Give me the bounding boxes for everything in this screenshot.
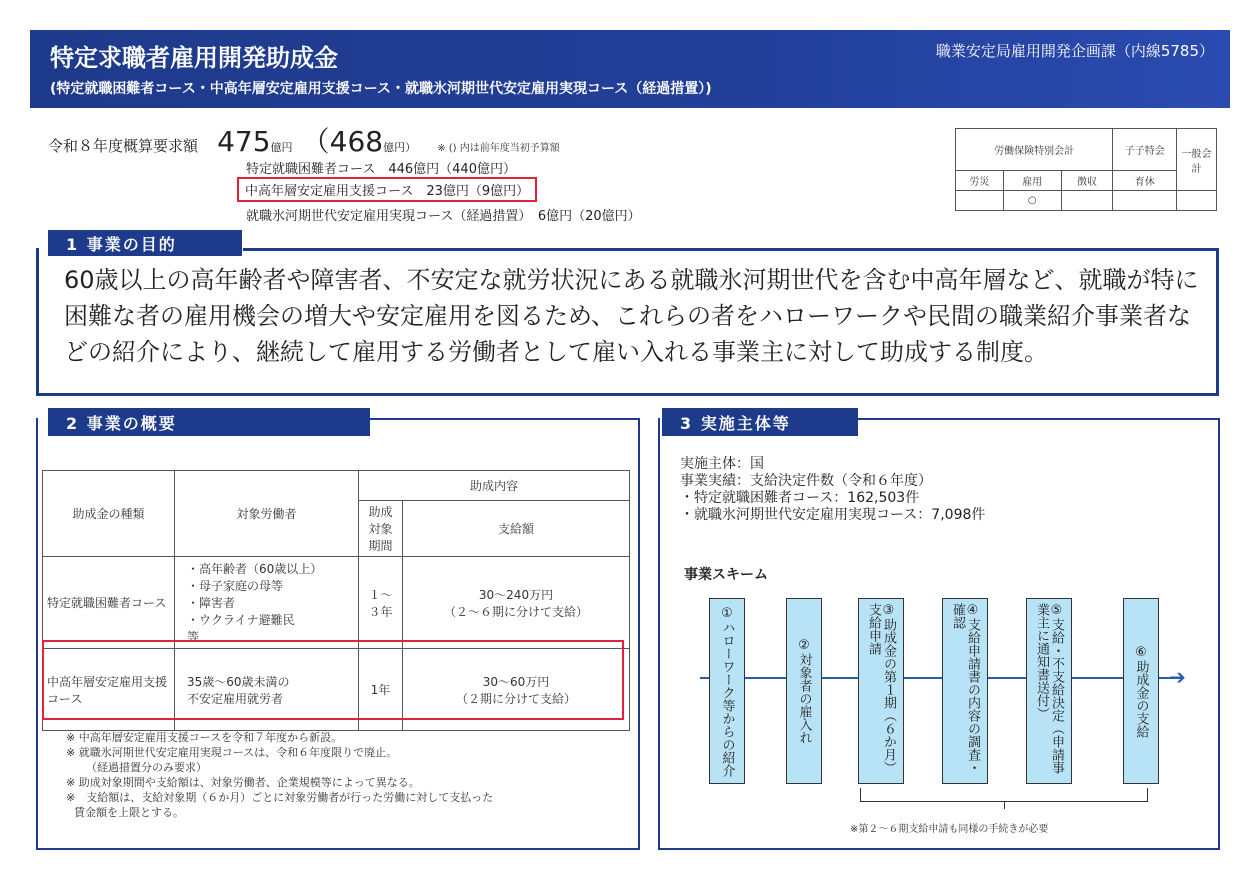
section3-border-top bbox=[858, 418, 1220, 420]
note-2: ※ 就職氷河期世代安定雇用実現コースは、令和６年度限りで廃止。 bbox=[66, 746, 398, 759]
acct-cell-empty bbox=[956, 191, 1004, 211]
budget-note: ※ () 内は前年度当初予算額 bbox=[437, 143, 560, 154]
budget-summary bbox=[48, 120, 560, 160]
section2-border-top bbox=[370, 418, 640, 420]
row1-target: ・高年齢者（60歳以上） ・母子家庭の母等 ・障害者 ・ウクライナ避難民 等 bbox=[175, 557, 359, 649]
course-budget-2: 中高年層安定雇用支援コース 23億円（9億円） bbox=[237, 177, 537, 202]
section1-tab: 1 事業の目的 bbox=[48, 230, 242, 256]
note-4: ※ 助成対象期間や支給額は、対象労働者、企業規模等によって異なる。 bbox=[66, 776, 420, 789]
steps-brace-tick bbox=[1004, 801, 1005, 809]
scheme-step-2: ②対象者の雇入れ bbox=[786, 598, 822, 784]
brace-note: ※第２～６期支給申請も同様の手続きが必要 bbox=[850, 824, 1049, 835]
th-amount: 支給額 bbox=[403, 501, 630, 557]
budget-label: 令和８年度概算要求額 bbox=[48, 137, 199, 155]
flow-arrow-line bbox=[700, 677, 1180, 679]
prev-amount: 468 bbox=[329, 125, 384, 158]
prev-open: （ bbox=[301, 125, 330, 158]
section2-notes bbox=[66, 730, 493, 820]
acct-child: 子子特会 bbox=[1113, 129, 1177, 171]
steps-brace bbox=[860, 788, 1148, 802]
result-1: ・特定就職困難者コース：162,503件 bbox=[680, 490, 920, 506]
page-title: 特定求職者雇用開発助成金 bbox=[50, 44, 338, 72]
budget-amount: 475 bbox=[217, 125, 271, 158]
row2-period: 1年 bbox=[359, 649, 403, 731]
th-period: 助成対象期間 bbox=[359, 501, 403, 557]
scheme-step-3: ③助成金の第１期（６か月）支給申請 bbox=[858, 598, 904, 784]
acct-general: 一般会計 bbox=[1177, 129, 1217, 191]
row2-type: 中高年層安定雇用支援コース bbox=[43, 649, 175, 731]
section1-text: 60歳以上の高年齢者や障害者、不安定な就労状況にある就職氷河期世代を含む中高年層など、就職が特に困難な者の雇用機会の増大や安定雇用を図るため、これらの者をハローワークや民間の職業紹介事業者などの紹介により、継続して雇用する労働者として雇い入れる事業主に対して助成する制度。 bbox=[64, 266, 1199, 366]
implementation-info bbox=[680, 456, 985, 524]
header-banner bbox=[30, 30, 1230, 108]
row2-amount: 30～60万円 （２期に分けて支給） bbox=[403, 649, 630, 731]
row2-highlight bbox=[42, 640, 624, 720]
results-title: 事業実績：支給決定件数（令和６年度） bbox=[680, 473, 932, 489]
th-target: 対象労働者 bbox=[175, 471, 359, 557]
acct-accident: 労災 bbox=[956, 171, 1004, 191]
acct-labor-insurance: 労働保険特別会計 bbox=[956, 129, 1113, 171]
page-subtitle: (特定就職困難者コース・中高年層安定雇用支援コース・就職氷河期世代安定雇用実現コース（経過措置）) bbox=[50, 81, 712, 97]
result-2: ・就職氷河期世代安定雇用実現コース：7,098件 bbox=[680, 507, 986, 523]
acct-cell-empty bbox=[1177, 191, 1217, 211]
row1-type: 特定就職困難者コース bbox=[43, 557, 175, 649]
budget-unit: 億円 bbox=[270, 141, 293, 154]
acct-collection: 徴収 bbox=[1061, 171, 1113, 191]
note-5: ※ 支給額は、支給対象期（６か月）ごとに対象労働者が行った労働に対して支払った bbox=[66, 791, 494, 804]
acct-cell-empty bbox=[1113, 191, 1177, 211]
acct-cell-empty bbox=[1061, 191, 1113, 211]
scheme-step-6: ⑥助成金の支給 bbox=[1123, 598, 1159, 784]
scheme-title: 事業スキーム bbox=[684, 567, 768, 583]
implementer: 実施主体：国 bbox=[680, 456, 764, 472]
note-3: （経過措置分のみ要求） bbox=[86, 761, 207, 774]
account-table bbox=[955, 128, 1217, 211]
scheme-step-4: ④支給申請書の内容の調査・確認 bbox=[942, 598, 988, 784]
row1-amount: 30～240万円 （２～６期に分けて支給） bbox=[403, 557, 630, 649]
scheme-step-1: ①ハローワーク等からの紹介 bbox=[709, 598, 745, 784]
row1-period: １～３年 bbox=[359, 557, 403, 649]
course-budget-1: 特定就職困難者コース 446億円（440億円） bbox=[246, 162, 516, 177]
acct-employment: 雇用 bbox=[1003, 171, 1061, 191]
course-budget-3: 就職氷河期世代安定雇用実現コース（経過措置） 6億円（20億円） bbox=[246, 209, 641, 224]
note-6: 賃金額を上限とする。 bbox=[74, 806, 184, 819]
acct-employment-mark: ○ bbox=[1003, 191, 1061, 211]
row2-target: 35歳～60歳未満の 不安定雇用就労者 bbox=[175, 649, 359, 731]
prev-unit: 億円） bbox=[383, 141, 417, 154]
th-type: 助成金の種類 bbox=[43, 471, 175, 557]
scheme-step-5: ⑤支給・不支給決定（申請事業主に通知書送付） bbox=[1026, 598, 1072, 784]
arrow-right-icon: ➔ bbox=[1169, 665, 1186, 689]
section3-tab: 3 実施主体等 bbox=[662, 408, 858, 436]
th-content: 助成内容 bbox=[359, 471, 630, 501]
acct-childcare: 育休 bbox=[1113, 171, 1177, 191]
section2-tab: 2 事業の概要 bbox=[48, 408, 370, 436]
note-1: ※ 中高年層安定雇用支援コースを令和７年度から新設。 bbox=[66, 731, 343, 744]
department-label: 職業安定局雇用開発企画課（内線5785） bbox=[935, 42, 1214, 60]
